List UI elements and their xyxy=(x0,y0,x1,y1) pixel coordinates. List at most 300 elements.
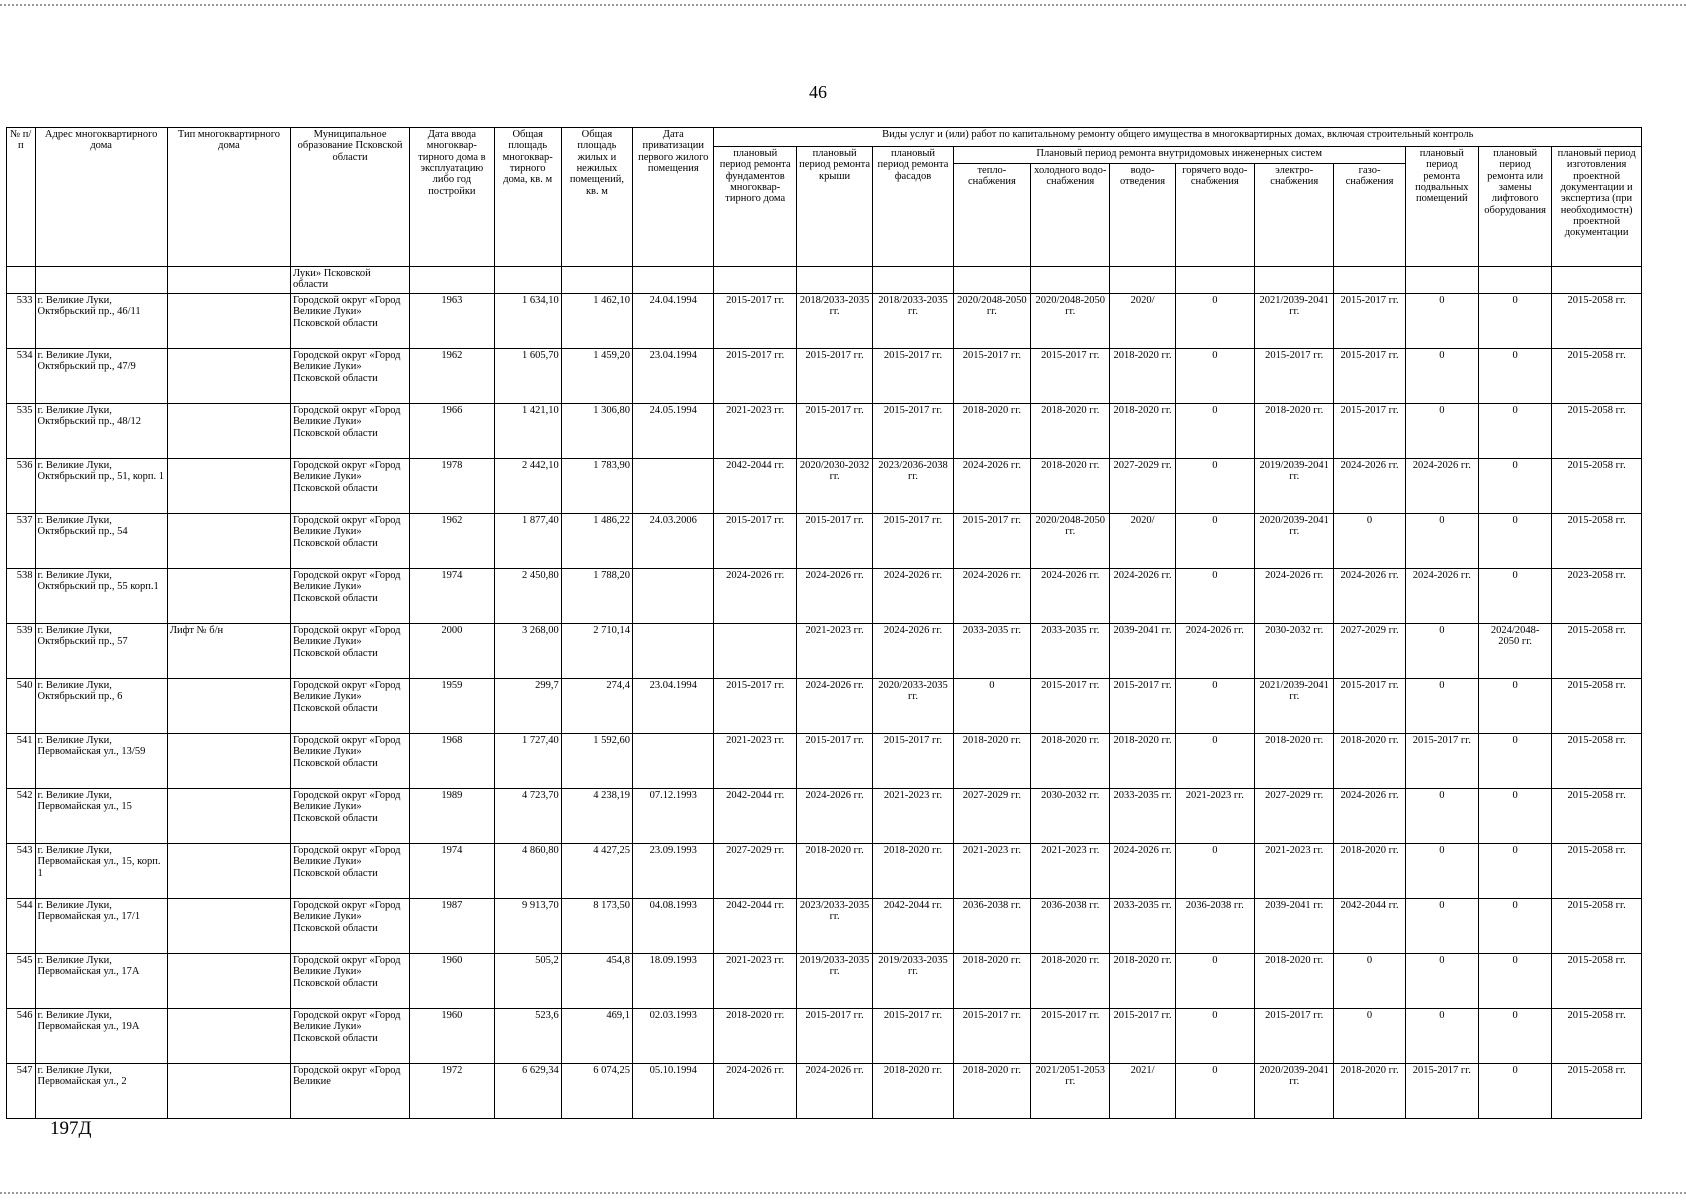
row-facade: 2015-2017 гг. xyxy=(873,1009,953,1064)
row-living-area: 1 783,90 xyxy=(561,459,632,514)
row-living-area: 1 459,20 xyxy=(561,349,632,404)
row-cold-water: 2030-2032 гг. xyxy=(1031,789,1110,844)
row-heat: 2015-2017 гг. xyxy=(953,1009,1030,1064)
row-privatization: 07.12.1993 xyxy=(633,789,714,844)
row-hot-water: 2021-2023 гг. xyxy=(1175,789,1254,844)
row-basement: 0 xyxy=(1405,349,1478,404)
row-cold-water: 2036-2038 гг. xyxy=(1031,899,1110,954)
row-roof: 2020/2030-2032 гг. xyxy=(796,459,872,514)
row-living-area: 1 462,10 xyxy=(561,294,632,349)
continuation-row xyxy=(7,267,1642,294)
row-municipality: Городской округ «Город Великие Луки» Псковской области xyxy=(291,349,410,404)
row-total-area: 6 629,34 xyxy=(494,1064,561,1119)
row-number: 539 xyxy=(7,624,36,679)
row-municipality: Городской округ «Город Великие Луки» Псковской области xyxy=(291,459,410,514)
row-roof: 2023/2033-2035 гг. xyxy=(796,899,872,954)
row-foundation: 2042-2044 гг. xyxy=(714,789,796,844)
row-roof: 2021-2023 гг. xyxy=(796,624,872,679)
row-address: г. Великие Луки, Октябрьский пр., 6 xyxy=(35,679,167,734)
row-foundation: 2021-2023 гг. xyxy=(714,734,796,789)
row-total-area: 1 877,40 xyxy=(494,514,561,569)
row-hot-water: 0 xyxy=(1175,514,1254,569)
row-hot-water: 2024-2026 гг. xyxy=(1175,624,1254,679)
row-gas: 2018-2020 гг. xyxy=(1334,1064,1405,1119)
row-sewer: 2033-2035 гг. xyxy=(1110,789,1175,844)
row-address: г. Великие Луки, Первомайская ул., 2 xyxy=(35,1064,167,1119)
row-hot-water: 0 xyxy=(1175,844,1254,899)
row-municipality: Городской округ «Город Великие Луки» Псковской области xyxy=(291,514,410,569)
row-hot-water: 0 xyxy=(1175,404,1254,459)
row-number: 542 xyxy=(7,789,36,844)
row-privatization: 23.04.1994 xyxy=(633,349,714,404)
row-basement: 0 xyxy=(1405,899,1478,954)
row-gas: 0 xyxy=(1334,514,1405,569)
row-municipality: Городской округ «Город Великие Луки» Псковской области xyxy=(291,844,410,899)
row-elevator: 0 xyxy=(1478,734,1551,789)
table-row xyxy=(7,294,1642,349)
row-total-area: 1 421,10 xyxy=(494,404,561,459)
row-elevator: 0 xyxy=(1478,514,1551,569)
header-works-group: Виды услуг и (или) работ по капитальному ремонту общего имущества в многоквартирных домах, включая строительный контроль xyxy=(714,128,1642,147)
header-living-area: Общая площадь жилых и нежилых помещений, кв. м xyxy=(561,128,632,267)
row-gas: 2018-2020 гг. xyxy=(1334,844,1405,899)
row-roof: 2024-2026 гг. xyxy=(796,569,872,624)
row-heat: 2027-2029 гг. xyxy=(953,789,1030,844)
row-elevator: 0 xyxy=(1478,679,1551,734)
row-electric: 2039-2041 гг. xyxy=(1255,899,1334,954)
row-facade: 2018-2020 гг. xyxy=(873,1064,953,1119)
row-year: 1987 xyxy=(410,899,494,954)
row-municipality: Городской округ «Город Великие Луки» Псковской области xyxy=(291,294,410,349)
row-sewer: 2018-2020 гг. xyxy=(1110,954,1175,1009)
row-roof: 2018/2033-2035 гг. xyxy=(796,294,872,349)
row-address: г. Великие Луки, Первомайская ул., 13/59 xyxy=(35,734,167,789)
sheet-code: 197Д xyxy=(50,1118,92,1139)
row-total-area: 523,6 xyxy=(494,1009,561,1064)
row-living-area: 1 306,80 xyxy=(561,404,632,459)
row-address: г. Великие Луки, Первомайская ул., 15 xyxy=(35,789,167,844)
row-hot-water: 0 xyxy=(1175,679,1254,734)
row-cold-water: 2018-2020 гг. xyxy=(1031,459,1110,514)
row-elevator: 2024/2048-2050 гг. xyxy=(1478,624,1551,679)
row-sewer: 2024-2026 гг. xyxy=(1110,844,1175,899)
row-hot-water: 2036-2038 гг. xyxy=(1175,899,1254,954)
row-living-area: 4 427,25 xyxy=(561,844,632,899)
row-facade: 2015-2017 гг. xyxy=(873,514,953,569)
row-type xyxy=(167,679,290,734)
row-address: г. Великие Луки, Октябрьский пр., 47/9 xyxy=(35,349,167,404)
row-address: г. Великие Луки, Первомайская ул., 17А xyxy=(35,954,167,1009)
row-living-area: 1 486,22 xyxy=(561,514,632,569)
row-gas: 2027-2029 гг. xyxy=(1334,624,1405,679)
row-privatization: 18.09.1993 xyxy=(633,954,714,1009)
row-address: г. Великие Луки, Октябрьский пр., 54 xyxy=(35,514,167,569)
row-heat: 2015-2017 гг. xyxy=(953,349,1030,404)
row-total-area: 4 723,70 xyxy=(494,789,561,844)
row-facade: 2023/2036-2038 гг. xyxy=(873,459,953,514)
row-hot-water: 0 xyxy=(1175,294,1254,349)
row-number: 538 xyxy=(7,569,36,624)
row-basement: 0 xyxy=(1405,954,1478,1009)
row-privatization: 24.05.1994 xyxy=(633,404,714,459)
row-living-area: 1 788,20 xyxy=(561,569,632,624)
row-privatization xyxy=(633,459,714,514)
row-sewer: 2015-2017 гг. xyxy=(1110,679,1175,734)
row-roof: 2015-2017 гг. xyxy=(796,734,872,789)
row-basement: 2024-2026 гг. xyxy=(1405,459,1478,514)
row-address: г. Великие Луки, Первомайская ул., 17/1 xyxy=(35,899,167,954)
row-living-area: 454,8 xyxy=(561,954,632,1009)
row-cold-water: 2024-2026 гг. xyxy=(1031,569,1110,624)
row-cold-water: 2033-2035 гг. xyxy=(1031,624,1110,679)
row-elevator: 0 xyxy=(1478,954,1551,1009)
header-address: Адрес многоквартирного дома xyxy=(35,128,167,267)
row-type xyxy=(167,294,290,349)
header-foundation: плановый период ремонта фундаментов многоквар-тирного дома xyxy=(714,147,796,267)
row-type xyxy=(167,349,290,404)
row-gas: 0 xyxy=(1334,954,1405,1009)
table-row xyxy=(7,1064,1642,1119)
row-living-area: 8 173,50 xyxy=(561,899,632,954)
row-type xyxy=(167,954,290,1009)
row-design-docs: 2015-2058 гг. xyxy=(1552,294,1642,349)
row-electric: 2020/2039-2041 гг. xyxy=(1255,1064,1334,1119)
row-privatization: 05.10.1994 xyxy=(633,1064,714,1119)
row-total-area: 3 268,00 xyxy=(494,624,561,679)
row-type xyxy=(167,734,290,789)
row-cold-water: 2021-2023 гг. xyxy=(1031,844,1110,899)
row-privatization: 04.08.1993 xyxy=(633,899,714,954)
row-type xyxy=(167,899,290,954)
row-design-docs: 2015-2058 гг. xyxy=(1552,899,1642,954)
row-living-area: 1 592,60 xyxy=(561,734,632,789)
row-heat: 2018-2020 гг. xyxy=(953,1064,1030,1119)
row-electric: 2018-2020 гг. xyxy=(1255,954,1334,1009)
row-total-area: 4 860,80 xyxy=(494,844,561,899)
row-year: 1966 xyxy=(410,404,494,459)
row-cold-water: 2018-2020 гг. xyxy=(1031,954,1110,1009)
row-year: 1972 xyxy=(410,1064,494,1119)
row-design-docs: 2015-2058 гг. xyxy=(1552,954,1642,1009)
row-year: 1974 xyxy=(410,569,494,624)
row-heat: 2020/2048-2050 гг. xyxy=(953,294,1030,349)
row-sewer: 2021/ xyxy=(1110,1064,1175,1119)
row-electric: 2021/2039-2041 гг. xyxy=(1255,679,1334,734)
row-electric: 2018-2020 гг. xyxy=(1255,734,1334,789)
row-year: 1974 xyxy=(410,844,494,899)
row-year: 1989 xyxy=(410,789,494,844)
row-cold-water: 2020/2048-2050 гг. xyxy=(1031,294,1110,349)
row-privatization: 24.03.2006 xyxy=(633,514,714,569)
row-heat: 2033-2035 гг. xyxy=(953,624,1030,679)
row-design-docs: 2015-2058 гг. xyxy=(1552,1064,1642,1119)
row-number: 543 xyxy=(7,844,36,899)
row-roof: 2018-2020 гг. xyxy=(796,844,872,899)
row-elevator: 0 xyxy=(1478,1064,1551,1119)
header-total-area: Общая площадь многоквар-тирного дома, кв. м xyxy=(494,128,561,267)
row-design-docs: 2015-2058 гг. xyxy=(1552,679,1642,734)
row-heat: 2018-2020 гг. xyxy=(953,954,1030,1009)
row-living-area: 469,1 xyxy=(561,1009,632,1064)
row-number: 545 xyxy=(7,954,36,1009)
row-total-area: 1 727,40 xyxy=(494,734,561,789)
table-row xyxy=(7,569,1642,624)
row-type xyxy=(167,459,290,514)
scan-edge-bottom xyxy=(0,1192,1686,1198)
row-type xyxy=(167,1064,290,1119)
row-sewer: 2018-2020 гг. xyxy=(1110,349,1175,404)
row-total-area: 9 913,70 xyxy=(494,899,561,954)
row-year: 1960 xyxy=(410,954,494,1009)
row-facade: 2018/2033-2035 гг. xyxy=(873,294,953,349)
row-electric: 2021-2023 гг. xyxy=(1255,844,1334,899)
header-elevator: плановый период ремонта или замены лифтового оборудования xyxy=(1478,147,1551,267)
row-privatization: 23.09.1993 xyxy=(633,844,714,899)
row-facade: 2018-2020 гг. xyxy=(873,844,953,899)
row-basement: 2015-2017 гг. xyxy=(1405,1064,1478,1119)
row-year: 1963 xyxy=(410,294,494,349)
row-basement: 2024-2026 гг. xyxy=(1405,569,1478,624)
row-municipality: Городской округ «Город Великие Луки» Псковской области xyxy=(291,899,410,954)
row-elevator: 0 xyxy=(1478,569,1551,624)
row-cold-water: 2020/2048-2050 гг. xyxy=(1031,514,1110,569)
scan-edge-top xyxy=(0,0,1686,6)
row-number: 546 xyxy=(7,1009,36,1064)
row-design-docs: 2015-2058 гг. xyxy=(1552,349,1642,404)
row-type xyxy=(167,569,290,624)
row-number: 544 xyxy=(7,899,36,954)
row-address: г. Великие Луки, Первомайская ул., 15, корп. 1 xyxy=(35,844,167,899)
row-electric: 2024-2026 гг. xyxy=(1255,569,1334,624)
row-facade: 2024-2026 гг. xyxy=(873,569,953,624)
row-municipality: Городской округ «Город Великие Луки» Псковской области xyxy=(291,1009,410,1064)
row-address: г. Великие Луки, Октябрьский пр., 55 корп.1 xyxy=(35,569,167,624)
row-privatization: 02.03.1993 xyxy=(633,1009,714,1064)
row-living-area: 274,4 xyxy=(561,679,632,734)
row-foundation: 2015-2017 гг. xyxy=(714,294,796,349)
row-number: 533 xyxy=(7,294,36,349)
row-address: г. Великие Луки, Первомайская ул., 19А xyxy=(35,1009,167,1064)
row-sewer: 2018-2020 гг. xyxy=(1110,734,1175,789)
row-year: 1968 xyxy=(410,734,494,789)
row-electric: 2030-2032 гг. xyxy=(1255,624,1334,679)
row-elevator: 0 xyxy=(1478,899,1551,954)
row-hot-water: 0 xyxy=(1175,1064,1254,1119)
row-electric: 2015-2017 гг. xyxy=(1255,349,1334,404)
row-elevator: 0 xyxy=(1478,459,1551,514)
row-sewer: 2024-2026 гг. xyxy=(1110,569,1175,624)
row-basement: 0 xyxy=(1405,789,1478,844)
row-municipality: Городской округ «Город Великие Луки» Псковской области xyxy=(291,954,410,1009)
row-number: 536 xyxy=(7,459,36,514)
row-living-area: 6 074,25 xyxy=(561,1064,632,1119)
row-cold-water: 2018-2020 гг. xyxy=(1031,404,1110,459)
row-total-area: 2 442,10 xyxy=(494,459,561,514)
row-number: 534 xyxy=(7,349,36,404)
row-foundation: 2042-2044 гг. xyxy=(714,899,796,954)
row-hot-water: 0 xyxy=(1175,954,1254,1009)
row-sewer: 2020/ xyxy=(1110,514,1175,569)
row-design-docs: 2023-2058 гг. xyxy=(1552,569,1642,624)
row-elevator: 0 xyxy=(1478,404,1551,459)
row-design-docs: 2015-2058 гг. xyxy=(1552,514,1642,569)
row-number: 541 xyxy=(7,734,36,789)
row-electric: 2015-2017 гг. xyxy=(1255,1009,1334,1064)
row-gas: 2015-2017 гг. xyxy=(1334,349,1405,404)
row-cold-water: 2015-2017 гг. xyxy=(1031,349,1110,404)
row-privatization xyxy=(633,624,714,679)
row-elevator: 0 xyxy=(1478,789,1551,844)
header-num: № п/п xyxy=(7,128,36,267)
row-heat: 2021-2023 гг. xyxy=(953,844,1030,899)
row-number: 537 xyxy=(7,514,36,569)
row-facade: 2021-2023 гг. xyxy=(873,789,953,844)
row-roof: 2024-2026 гг. xyxy=(796,789,872,844)
row-gas: 2015-2017 гг. xyxy=(1334,294,1405,349)
row-electric: 2027-2029 гг. xyxy=(1255,789,1334,844)
table-row xyxy=(7,679,1642,734)
row-heat: 2015-2017 гг. xyxy=(953,514,1030,569)
row-number: 547 xyxy=(7,1064,36,1119)
row-gas: 2024-2026 гг. xyxy=(1334,459,1405,514)
row-municipality: Городской округ «Город Великие Луки» Псковской области xyxy=(291,569,410,624)
row-basement: 0 xyxy=(1405,679,1478,734)
row-privatization: 23.04.1994 xyxy=(633,679,714,734)
row-hot-water: 0 xyxy=(1175,349,1254,404)
row-address: г. Великие Луки, Октябрьский пр., 51, корп. 1 xyxy=(35,459,167,514)
row-elevator: 0 xyxy=(1478,844,1551,899)
row-gas: 2015-2017 гг. xyxy=(1334,679,1405,734)
row-sewer: 2039-2041 гг. xyxy=(1110,624,1175,679)
row-heat: 2018-2020 гг. xyxy=(953,404,1030,459)
row-foundation: 2024-2026 гг. xyxy=(714,569,796,624)
header-facade: плановый период ремонта фасадов xyxy=(873,147,953,267)
header-commissioned: Дата ввода многоквар-тирного дома в эксплуатацию либо год постройки xyxy=(410,128,494,267)
row-basement: 0 xyxy=(1405,404,1478,459)
page-number: 46 xyxy=(809,82,827,102)
table-row xyxy=(7,734,1642,789)
table-row xyxy=(7,459,1642,514)
row-cold-water: 2015-2017 гг. xyxy=(1031,1009,1110,1064)
row-foundation: 2024-2026 гг. xyxy=(714,1064,796,1119)
row-basement: 0 xyxy=(1405,1009,1478,1064)
row-municipality: Городской округ «Город Великие Луки» Псковской области xyxy=(291,404,410,459)
row-basement: 0 xyxy=(1405,844,1478,899)
header-engineering-group: Плановый период ремонта внутридомовых инженерных систем xyxy=(953,147,1405,164)
row-facade: 2020/2033-2035 гг. xyxy=(873,679,953,734)
row-year: 1978 xyxy=(410,459,494,514)
row-foundation: 2021-2023 гг. xyxy=(714,404,796,459)
row-facade: 2019/2033-2035 гг. xyxy=(873,954,953,1009)
table-row xyxy=(7,1009,1642,1064)
row-address: г. Великие Луки, Октябрьский пр., 46/11 xyxy=(35,294,167,349)
row-heat: 2024-2026 гг. xyxy=(953,569,1030,624)
row-hot-water: 0 xyxy=(1175,459,1254,514)
row-type: Лифт № б/н xyxy=(167,624,290,679)
header-cold-water: холодного водо-снабжения xyxy=(1031,164,1110,267)
row-municipality: Городской округ «Город Великие xyxy=(291,1064,410,1119)
row-heat: 2024-2026 гг. xyxy=(953,459,1030,514)
table-row xyxy=(7,349,1642,404)
row-elevator: 0 xyxy=(1478,349,1551,404)
row-year: 1962 xyxy=(410,349,494,404)
row-living-area: 4 238,19 xyxy=(561,789,632,844)
row-design-docs: 2015-2058 гг. xyxy=(1552,844,1642,899)
row-electric: 2019/2039-2041 гг. xyxy=(1255,459,1334,514)
row-gas: 2024-2026 гг. xyxy=(1334,569,1405,624)
continuation-municipality: Луки» Псковской области xyxy=(291,267,410,294)
row-type xyxy=(167,1009,290,1064)
row-type xyxy=(167,789,290,844)
table-row xyxy=(7,624,1642,679)
row-roof: 2019/2033-2035 гг. xyxy=(796,954,872,1009)
row-foundation: 2015-2017 гг. xyxy=(714,349,796,404)
row-hot-water: 0 xyxy=(1175,1009,1254,1064)
row-gas: 2024-2026 гг. xyxy=(1334,789,1405,844)
row-facade: 2015-2017 гг. xyxy=(873,349,953,404)
row-gas: 0 xyxy=(1334,1009,1405,1064)
row-foundation: 2042-2044 гг. xyxy=(714,459,796,514)
row-electric: 2020/2039-2041 гг. xyxy=(1255,514,1334,569)
header-sewer: водо-отведения xyxy=(1110,164,1175,267)
header-municipality: Муниципальное образование Псковской области xyxy=(291,128,410,267)
row-total-area: 505,2 xyxy=(494,954,561,1009)
row-design-docs: 2015-2058 гг. xyxy=(1552,1009,1642,1064)
row-roof: 2024-2026 гг. xyxy=(796,679,872,734)
row-gas: 2018-2020 гг. xyxy=(1334,734,1405,789)
row-sewer: 2027-2029 гг. xyxy=(1110,459,1175,514)
row-roof: 2024-2026 гг. xyxy=(796,1064,872,1119)
row-heat: 2018-2020 гг. xyxy=(953,734,1030,789)
table-row xyxy=(7,404,1642,459)
row-basement: 0 xyxy=(1405,514,1478,569)
capital-repair-table xyxy=(6,127,1642,1119)
row-gas: 2042-2044 гг. xyxy=(1334,899,1405,954)
row-sewer: 2015-2017 гг. xyxy=(1110,1009,1175,1064)
row-year: 1959 xyxy=(410,679,494,734)
row-type xyxy=(167,404,290,459)
header-roof: плановый период ремонта крыши xyxy=(796,147,872,267)
row-elevator: 0 xyxy=(1478,294,1551,349)
row-sewer: 2018-2020 гг. xyxy=(1110,404,1175,459)
row-elevator: 0 xyxy=(1478,1009,1551,1064)
row-total-area: 299,7 xyxy=(494,679,561,734)
header-type: Тип многоквартирного дома xyxy=(167,128,290,267)
header-gas: газо-снабжения xyxy=(1334,164,1405,267)
table-row xyxy=(7,789,1642,844)
row-number: 540 xyxy=(7,679,36,734)
header-electric: электро-снабжения xyxy=(1255,164,1334,267)
row-privatization xyxy=(633,734,714,789)
row-municipality: Городской округ «Город Великие Луки» Псковской области xyxy=(291,789,410,844)
row-design-docs: 2015-2058 гг. xyxy=(1552,734,1642,789)
row-gas: 2015-2017 гг. xyxy=(1334,404,1405,459)
row-foundation: 2018-2020 гг. xyxy=(714,1009,796,1064)
row-roof: 2015-2017 гг. xyxy=(796,349,872,404)
row-roof: 2015-2017 гг. xyxy=(796,514,872,569)
row-cold-water: 2015-2017 гг. xyxy=(1031,679,1110,734)
row-electric: 2021/2039-2041 гг. xyxy=(1255,294,1334,349)
row-foundation: 2015-2017 гг. xyxy=(714,679,796,734)
row-basement: 2015-2017 гг. xyxy=(1405,734,1478,789)
row-privatization xyxy=(633,569,714,624)
row-total-area: 1 634,10 xyxy=(494,294,561,349)
row-foundation xyxy=(714,624,796,679)
row-number: 535 xyxy=(7,404,36,459)
header-basement: плановый период ремонта подвальных помещений xyxy=(1405,147,1478,267)
row-design-docs: 2015-2058 гг. xyxy=(1552,624,1642,679)
row-living-area: 2 710,14 xyxy=(561,624,632,679)
